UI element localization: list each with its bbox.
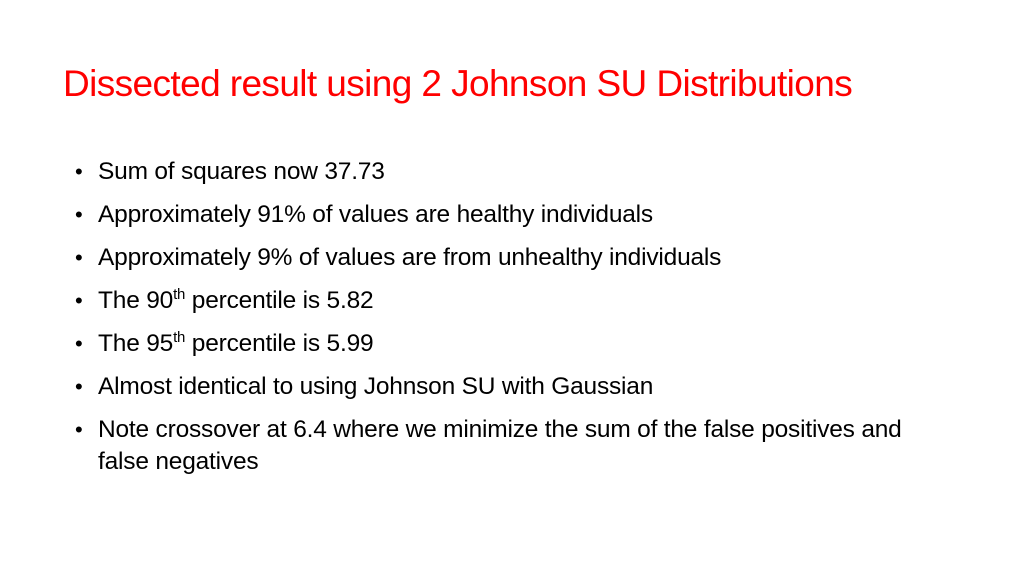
bullet-dot-icon: • [75, 331, 83, 356]
bullet-text-post: percentile is 5.99 [185, 330, 374, 357]
bullet-dot-icon: • [75, 288, 83, 313]
bullet-text: Sum of squares now 37.73 [98, 158, 385, 185]
bullet-text: Approximately 9% of values are from unhealthy individuals [98, 244, 722, 271]
bullet-dot-icon: • [75, 374, 83, 399]
ordinal-suffix: th [173, 286, 186, 303]
bullet-dot-icon: • [75, 202, 83, 227]
bullet-item [74, 199, 934, 231]
bullet-text [98, 330, 373, 357]
bullet-item [74, 242, 934, 274]
bullet-item [74, 371, 934, 403]
bullet-dot-icon: • [75, 417, 83, 442]
bullet-text: Almost identical to using Johnson SU with Gaussian [98, 373, 654, 400]
bullet-text: Approximately 91% of values are healthy individuals [98, 201, 653, 228]
bullet-item [74, 414, 934, 478]
bullet-list [74, 156, 934, 489]
bullet-text-pre: The 90 [98, 287, 174, 314]
bullet-dot-icon: • [75, 245, 83, 270]
bullet-item [74, 328, 934, 360]
bullet-text-pre: The 95 [98, 330, 174, 357]
bullet-text [98, 287, 373, 314]
bullet-text: Note crossover at 6.4 where we minimize the sum of the false positives and false negatives [98, 416, 902, 475]
bullet-item [74, 285, 934, 317]
slide-title: Dissected result using 2 Johnson SU Distributions [63, 63, 853, 104]
bullet-item [74, 156, 934, 188]
bullet-text-post: percentile is 5.82 [185, 287, 374, 314]
bullet-dot-icon: • [75, 159, 83, 184]
ordinal-suffix: th [173, 329, 186, 346]
